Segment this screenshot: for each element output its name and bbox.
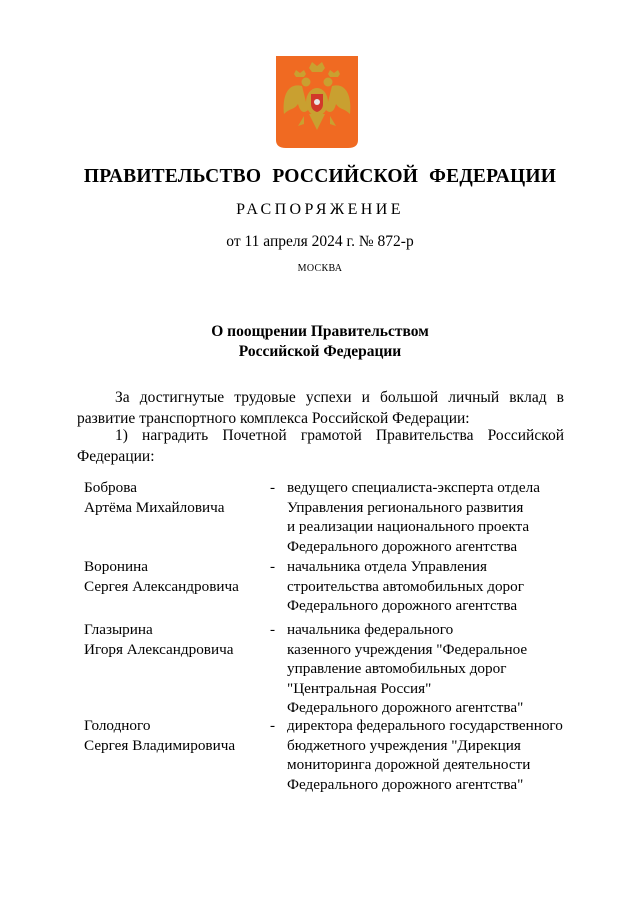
awardee-position — [287, 620, 577, 718]
awardee-dash: - — [270, 479, 276, 496]
awardee-name — [84, 620, 264, 659]
awardee-position-line: казенного учреждения "Федеральное — [287, 640, 528, 658]
document-city: МОСКВА — [297, 263, 343, 274]
awardee-surname: Боброва — [84, 479, 137, 496]
awardee-surname: Глазырина — [84, 621, 153, 638]
awardee-position-line: Федерального дорожного агентства — [287, 537, 518, 555]
awardee-position-line: Федерального дорожного агентства — [287, 597, 518, 614]
awardee-surname: Голодного — [84, 717, 151, 734]
subject-line-2: Российской Федерации — [238, 343, 402, 360]
body-paragraph-2 — [77, 426, 564, 467]
body-paragraph-1-text: За достигнутые трудовые успехи и большой личный вклад в развитие транспортного комплекса Российской Федерации: — [77, 389, 564, 427]
awardee-position-line: бюджетного учреждения "Дирекция — [287, 736, 521, 754]
awardee-given-names: Сергея Александровича — [84, 577, 239, 595]
awardee-position-line: директора федерального государственного — [287, 717, 563, 734]
coat-of-arms-emblem — [276, 56, 358, 148]
subject-line-1: О поощрении Правительством — [211, 323, 429, 340]
awardee-position-line: ведущего специалиста-эксперта отдела — [287, 479, 540, 496]
awardee-dash: - — [270, 558, 276, 575]
awardee-surname: Воронина — [84, 558, 149, 575]
russian-coat-of-arms-icon — [276, 56, 358, 148]
body-paragraph-2-text: 1) наградить Почетной грамотой Правительства Российской Федерации: — [77, 427, 564, 465]
body-paragraph-1 — [77, 388, 564, 429]
awardee-position-line: управление автомобильных дорог — [287, 660, 507, 677]
awardee-position-line: начальника отдела Управления — [287, 558, 488, 575]
awardee-name — [84, 478, 264, 517]
awardee-position-line: "Центральная Россия" — [287, 679, 432, 697]
document-type: РАСПОРЯЖЕНИЕ — [236, 201, 404, 218]
awardee-position-line: строительства автомобильных дорог — [287, 577, 524, 595]
awardee-dash: - — [270, 717, 276, 734]
awardee-position-line: Федерального дорожного агентства" — [287, 699, 524, 716]
government-title: ПРАВИТЕЛЬСТВО РОССИЙСКОЙ ФЕДЕРАЦИИ — [83, 166, 557, 187]
document-subject — [0, 322, 640, 362]
awardee-name — [84, 557, 264, 596]
awardee-position-line: Управления регионального развития — [287, 498, 524, 516]
awardee-dash: - — [270, 621, 276, 638]
awardee-position — [287, 716, 577, 794]
awardee-position — [287, 478, 577, 556]
awardee-given-names: Артёма Михайловича — [84, 498, 225, 516]
awardee-position-line: начальника федерального — [287, 621, 454, 638]
awardee-given-names: Игоря Александровича — [84, 640, 234, 658]
awardee-position-line: и реализации национального проекта — [287, 518, 530, 535]
awardee-name — [84, 716, 264, 755]
document-date-number: от 11 апреля 2024 г. № 872-р — [226, 233, 414, 250]
awardee-position-line: Федерального дорожного агентства" — [287, 775, 524, 793]
awardee-given-names: Сергея Владимировича — [84, 736, 236, 754]
awardee-position-line: мониторинга дорожной деятельности — [287, 756, 531, 773]
awardee-position — [287, 557, 577, 616]
